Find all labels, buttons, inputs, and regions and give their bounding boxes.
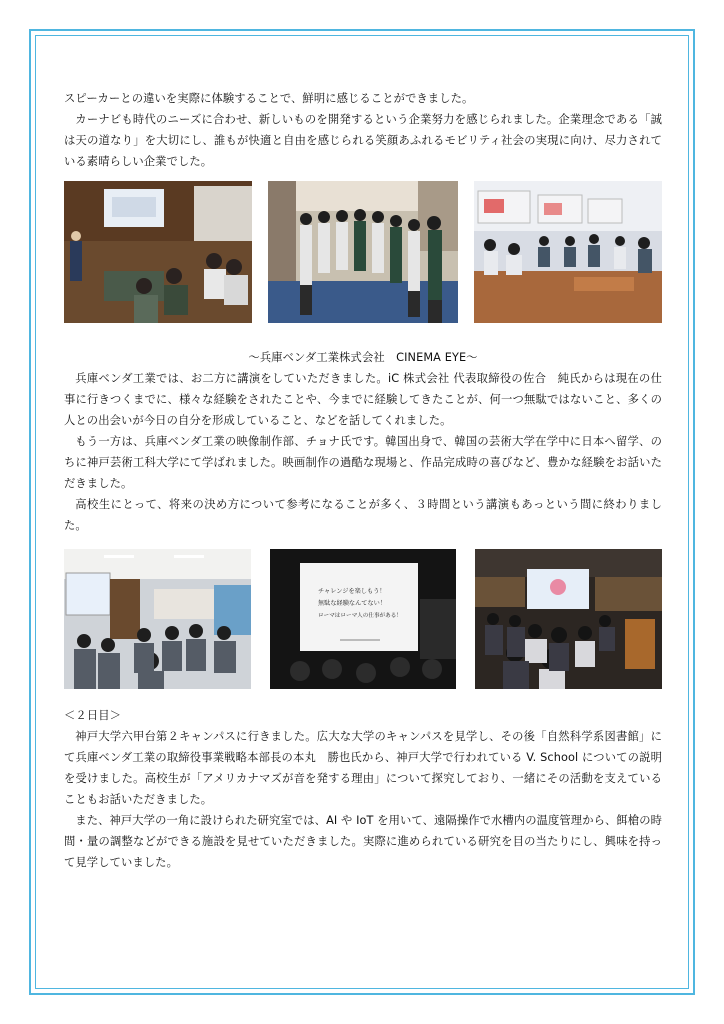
slide-text-line-3: ローマはローマ人の仕事がある！ [318,613,402,619]
paragraph-lecture-sago: 兵庫ベンダ工業では、お二方に講演をしていただきました。iC 株式会社 代表取締役の佐合 純氏からは現在の仕事に行きつくまでに、様々な経験をされたことや、今までに経験してきたことが、何一つ無駄ではないこと、多くの人との出会いが今日の自分を形成していること、などを話してくれました。 [64,372,662,427]
lecture-room-photo [64,181,252,323]
section-heading-cinema-eye: ～兵庫ベンダ工業株式会社 CINEMA EYE～ [248,351,478,364]
paragraph-intro-line: スピーカーとの違いを実際に体験することで、鮮明に感じることができました。 [64,92,474,105]
paragraph-research-lab: また、神戸大学の一角に設けられた研究室では、AI や IoT を用いて、遠隔操作で水槽内の温度管理から、餌槍の時間・量の調整などができる施設を見せていただきました。実際に進められている研究を目の当たりにし、興味を持って見学していました。 [64,814,662,869]
paragraph-lecture-summary: 高校生にとって、将来の決め方について参考になることが多く、３時間という講演もあっという間に終わりました。 [64,498,662,532]
paragraph-kobe-university-visit: 神戸大学六甲台第２キャンパスに行きました。広大な大学のキャンパスを見学し、その後「自然科学系図書館」にて兵庫ベンダ工業の取締役事業戦略本部長の本丸 勝也氏から、神戸大学で行われている V. School についての説明を受けました。高校生が「アメリカナマズが音を発する理由」について探究しており、一緒にその活動を支えていることもお話いただきました。 [64,730,662,806]
document-body [64,88,662,873]
photo-row-2 [64,549,662,689]
audience-lecture-photo [475,549,662,689]
paragraph-company-philosophy: カーナビも時代のニーズに合わせ、新しいものを開発するという企業努力を感じられました。企業理念である「誠は天の道なり」を大切にし、誰もが快適と自由を感じられる笑顔あふれるモビリティ社会の実現に向け、尽力されている素晴らしい企業でした。 [64,113,662,168]
student-group-photo [268,181,458,323]
slide-text-line-2: 無駄な経験なんてない！ [318,600,387,607]
photo-row-1 [64,181,662,323]
presentation-slide-photo [270,549,456,689]
classroom-photo [64,549,251,689]
paragraph-lecture-chona: もう一方は、兵庫ベンダ工業の映像制作部、チョナ氏です。韓国出身で、韓国の芸術大学在学中に日本へ留学、のちに神戸芸術工科大学にて学ばれました。映画制作の過酷な現場と、作品完成時の喜びなど、豊かな経験をお話いただきました。 [64,435,662,490]
seminar-room-photo [474,181,662,323]
section-heading-day-2: ＜２日目＞ [64,709,121,722]
slide-text-line-1: チャレンジを楽しもう！ [318,588,386,595]
